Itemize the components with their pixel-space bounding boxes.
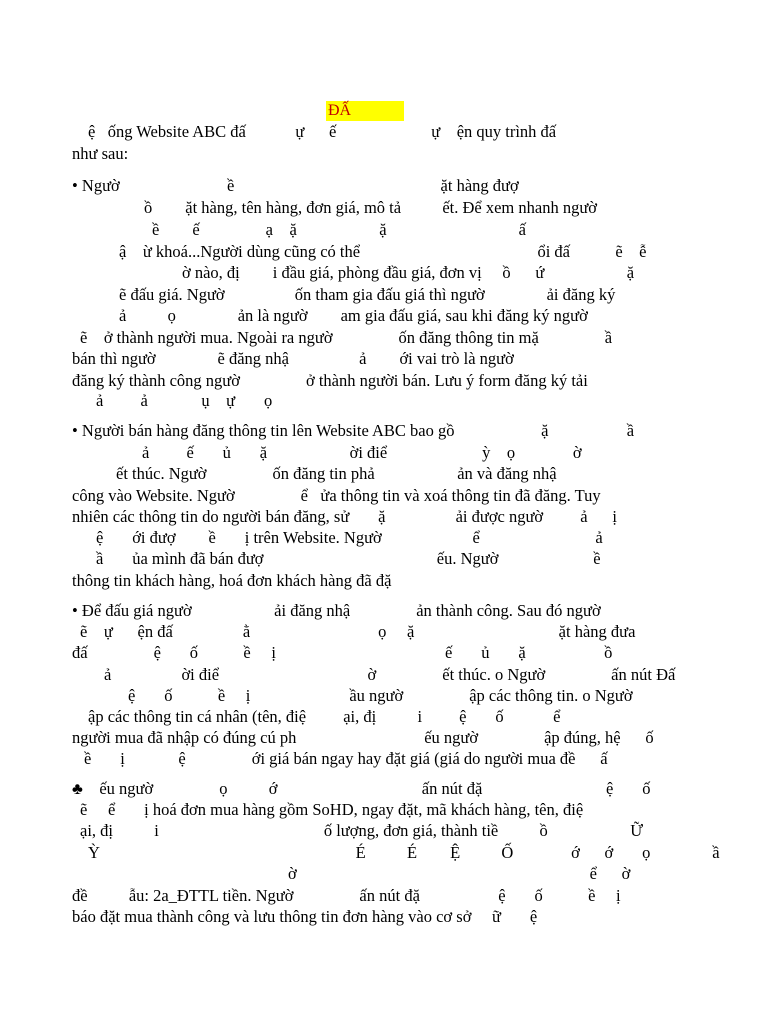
paragraph-4-line: ại, đị i ố lượng, đơn giá, thành tiề ồ Ữ xyxy=(80,821,644,840)
intro-line: ệ ống Website ABC đấ ự ế ự ện quy trình đấ xyxy=(88,122,557,141)
paragraph-4-line: ờ ể ờ xyxy=(288,864,631,883)
paragraph-1-line: ẽ ở thành người mua. Ngoài ra ngườ ốn đăng thông tin mặ ầ xyxy=(80,328,613,347)
intro-line: như sau: xyxy=(72,144,129,163)
paragraph-1-line: ậ ừ khoá...Người dùng cũng có thể ổi đấ ẽ ễ xyxy=(119,242,647,261)
paragraph-1-line: bán thì ngườ ẽ đăng nhậ ả ới vai trò là ngườ xyxy=(72,349,514,368)
paragraph-4-line: đề ẫu: 2a_ĐTTL tiền. Ngườ ấn nút đặ ệ ố ề ị xyxy=(72,886,621,905)
paragraph-2-line: ết thúc. Ngườ ốn đăng tin phả ản và đăng nhậ xyxy=(116,464,557,483)
paragraph-1-line: ờ nào, đị i đầu giá, phòng đầu giá, đơn vị ồ ứ ặ xyxy=(182,263,635,282)
paragraph-3-line: ề ị ệ ới giá bán ngay hay đặt giá (giá do người mua đề ấ xyxy=(84,749,608,768)
paragraph-1-line: ả ả ụ ự ọ xyxy=(96,391,273,410)
paragraph-2-line: ệ ới đượ ề ị trên Website. Ngườ ể ả xyxy=(96,528,603,547)
paragraph-3-line: • Để đấu giá ngườ ải đăng nhậ ản thành công. Sau đó ngườ xyxy=(72,601,601,620)
paragraph-1-line: ồ ặt hàng, tên hàng, đơn giá, mô tả ết. Để xem nhanh ngườ xyxy=(144,198,598,217)
paragraph-4-line: báo đặt mua thành công và lưu thông tin đơn hàng vào cơ sở ữ ệ xyxy=(72,907,538,926)
paragraph-4-line: ♣ ếu ngườ ọ ớ ấn nút đặ ệ ố xyxy=(72,779,651,798)
paragraph-1-line: ẽ đấu giá. Ngườ ốn tham gia đấu giá thì ngườ ải đăng ký xyxy=(119,285,616,304)
paragraph-3-line: ả ời điể ờ ết thúc. o Ngườ ấn nút Đấ xyxy=(104,665,676,684)
paragraph-3-line: ập các thông tin cá nhân (tên, điệ ại, đị i ệ ố ể xyxy=(88,707,561,726)
paragraph-4-line: Ỳ É É Ệ Ố ớ ớ ọ ầ xyxy=(88,843,720,862)
paragraph-1-line: ề ế ạ ặ ặ ấ xyxy=(152,220,526,239)
paragraph-1-line: ả ọ ản là ngườ am gia đấu giá, sau khi đăng ký ngườ xyxy=(119,306,588,325)
paragraph-4-line: ẽ ể ị hoá đơn mua hàng gồm SoHD, ngay đặt, mã khách hàng, tên, điệ xyxy=(80,800,584,819)
paragraph-2-line: ả ế ủ ặ ời điể ỳ ọ ờ xyxy=(142,443,582,462)
paragraph-2-line: công vào Website. Ngườ ể ửa thông tin và xoá thông tin đã đăng. Tuy xyxy=(72,486,601,505)
paragraph-2-line: thông tin khách hàng, hoá đơn khách hàng đã đặ xyxy=(72,571,392,590)
paragraph-3-line: ệ ố ề ị ầu ngườ ập các thông tin. o Ngườ xyxy=(128,686,633,705)
paragraph-2-line: ầ ủa mình đã bán đượ ếu. Ngườ ề xyxy=(96,549,601,568)
document-title: ĐẤ xyxy=(326,101,404,121)
paragraph-2-line: nhiên các thông tin do người bán đăng, sử ặ ải được ngườ ả ị xyxy=(72,507,617,526)
paragraph-3-line: đấ ệ ố ề ị ế ủ ặ ồ xyxy=(72,643,613,662)
paragraph-1-line: • Ngườ ề ặt hàng đượ xyxy=(72,176,519,195)
paragraph-1-line: đăng ký thành công ngườ ở thành người bán. Lưu ý form đăng ký tải xyxy=(72,371,588,390)
paragraph-3-line: ẽ ự ện đấ ằ ọ ặ ặt hàng đưa xyxy=(80,622,636,641)
paragraph-2-line: • Người bán hàng đăng thông tin lên Website ABC bao gồ ặ ầ xyxy=(72,421,635,440)
paragraph-3-line: người mua đã nhập có đúng cú ph ếu ngườ ập đúng, hệ ố xyxy=(72,728,654,747)
